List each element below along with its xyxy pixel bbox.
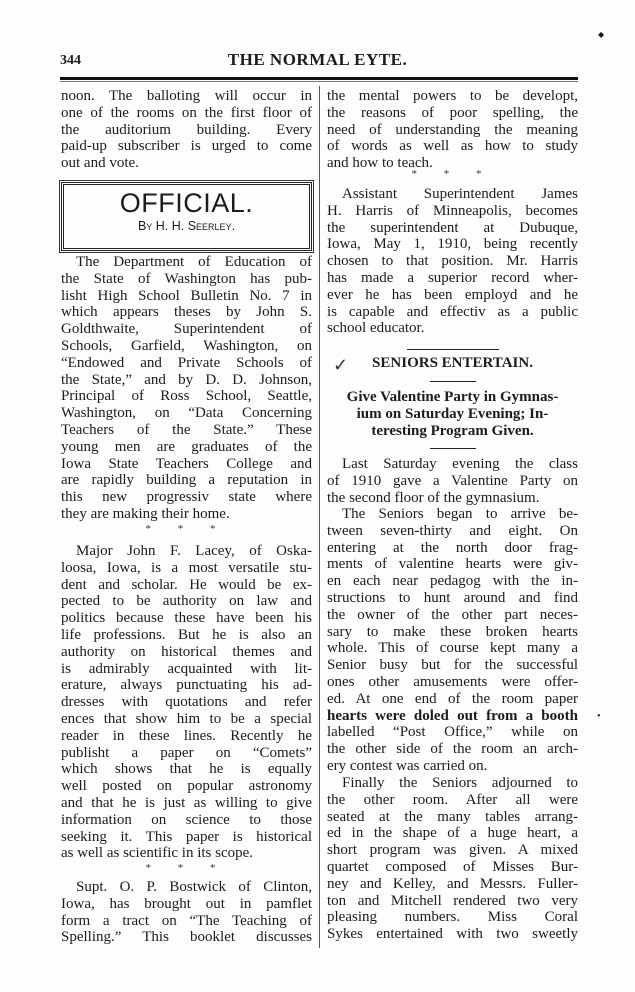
text-line: of words as well as how to study bbox=[327, 138, 578, 155]
text-line: ed in the shape of a huge heart, a bbox=[327, 825, 578, 842]
text-line: and that he is just as willing to give bbox=[61, 794, 312, 811]
text-line: loosa, Iowa, is a most versatile stu- bbox=[61, 559, 312, 576]
text-line: and how to teach. bbox=[327, 155, 433, 172]
text-line: ences that show him to be a special bbox=[61, 710, 312, 727]
right-para-0 bbox=[327, 88, 578, 172]
text-line: quartet composed of Misses Bur- bbox=[327, 858, 578, 875]
text-line: ton and Mitchell rendered two very bbox=[327, 892, 578, 909]
text-line: tween seven-thirty and eight. On bbox=[327, 522, 578, 539]
text-line: which shows that he is equally bbox=[61, 761, 312, 778]
text-line: information on science to those bbox=[61, 811, 312, 828]
text-line: which appears theses by John S. bbox=[61, 304, 312, 321]
text-line: the second floor of the gymnasium. bbox=[327, 489, 540, 506]
text-line: ed. At one end of the room paper bbox=[327, 690, 578, 707]
text-line: ments of valentine hearts were giv- bbox=[327, 556, 578, 573]
text-line: erature, always punctuating his ad- bbox=[61, 677, 312, 694]
text-line: has made a superior record wher- bbox=[327, 269, 578, 286]
text-line: well posted on popular astronomy bbox=[61, 778, 312, 795]
text-line: Schools, Garfield, Washington, on bbox=[61, 337, 312, 354]
text-line: of 1910 gave a Valentine Party on bbox=[327, 472, 578, 489]
text-line: seeking it. This paper is historical bbox=[61, 828, 312, 845]
text-line: “Endowed and Private Schools of bbox=[61, 354, 312, 371]
text-line: the other room. After all were bbox=[327, 791, 578, 808]
section-separator: * * * bbox=[411, 168, 494, 180]
text-line: lisht High School Bulletin No. 7 in bbox=[61, 287, 312, 304]
print-speck: • bbox=[597, 711, 601, 722]
text-line: The Seniors began to arrive be- bbox=[342, 506, 578, 522]
article-para-1 bbox=[327, 506, 578, 775]
text-line: the owner of the other part neces- bbox=[327, 606, 578, 623]
text-line: Senior busy but for the successful bbox=[327, 657, 578, 674]
column-divider bbox=[319, 86, 320, 948]
text-line: Supt. O. P. Bostwick of Clinton, bbox=[76, 879, 312, 895]
text-line: they are making their home. bbox=[61, 505, 230, 522]
text-line: politics because these have been his bbox=[61, 610, 312, 627]
official-box bbox=[61, 182, 312, 251]
left-para-2 bbox=[61, 543, 312, 862]
page-number: 344 bbox=[60, 53, 81, 68]
text-line: H. Harris of Minneapolis, becomes bbox=[327, 202, 578, 219]
text-line: one of the rooms on the first floor of bbox=[61, 104, 312, 121]
text-line: entering at the north door frag- bbox=[327, 539, 578, 556]
text-line: form a tract on “The Teaching of bbox=[61, 912, 312, 929]
text-line: the other side of the room an arch- bbox=[327, 741, 578, 758]
text-line: chosen to that position. Mr. Harris bbox=[327, 253, 578, 270]
text-line: need of understanding the meaning bbox=[327, 121, 578, 138]
article-rule bbox=[407, 349, 499, 350]
subheadline-rule bbox=[430, 448, 476, 449]
text-line: labelled “Post Office,” while on bbox=[327, 724, 578, 741]
text-line: young men are graduates of the bbox=[61, 438, 312, 455]
text-line: Major John F. Lacey, of Oska- bbox=[76, 543, 312, 559]
article-para-2 bbox=[327, 775, 578, 943]
subheadline-line: ium on Saturday Evening; In- bbox=[356, 405, 549, 422]
headline-rule bbox=[430, 381, 476, 382]
section-separator: * * * bbox=[145, 862, 228, 874]
text-line: The Department of Education of bbox=[76, 254, 312, 270]
text-line: pected to be authority on law and bbox=[61, 593, 312, 610]
text-line: Iowa State Teachers College and bbox=[61, 455, 312, 472]
text-line: as well as scientific in its scope. bbox=[61, 845, 254, 862]
text-line: Principal of Ross School, Seattle, bbox=[61, 388, 312, 405]
header-rule bbox=[60, 77, 578, 80]
text-line: Finally the Seniors adjourned to bbox=[342, 775, 578, 791]
text-line: pleasing numbers. Miss Coral bbox=[327, 909, 578, 926]
text-line: structions to hunt around and find bbox=[327, 589, 578, 606]
masthead-title: THE NORMAL EYTE. bbox=[227, 50, 408, 69]
text-line: ever he has been employd and he bbox=[327, 286, 578, 303]
text-line: Washington, on “Data Concerning bbox=[61, 405, 312, 422]
left-para-0 bbox=[61, 88, 312, 172]
check-mark-annotation: ✓ bbox=[333, 355, 349, 375]
section-separator: * * * bbox=[145, 523, 228, 535]
text-line: life professions. But he is also an bbox=[61, 626, 312, 643]
text-line: noon. The balloting will occur in bbox=[61, 88, 312, 104]
text-line: the mental powers to be developt, bbox=[327, 88, 578, 104]
official-title: OFFICIAL. bbox=[119, 188, 254, 218]
text-line: Goldthwaite, Superintendent of bbox=[61, 321, 312, 338]
text-line: school educator. bbox=[327, 320, 425, 337]
text-line: Iowa, May 1, 1910, being recently bbox=[327, 236, 578, 253]
article-para-0 bbox=[327, 456, 578, 506]
text-line: reader in these lines. Recently he bbox=[61, 727, 312, 744]
article-headline: SENIORS ENTERTAIN. bbox=[372, 355, 533, 371]
text-line: hearts were doled out from a booth bbox=[327, 707, 578, 724]
header-rule-thin bbox=[60, 81, 578, 82]
text-line: this new progressiv state where bbox=[61, 489, 312, 506]
text-line: the auditorium building. Every bbox=[61, 121, 312, 138]
subheadline-line: teresting Program Given. bbox=[371, 422, 534, 439]
text-line: Last Saturday evening the class bbox=[342, 456, 578, 472]
text-line: Assistant Superintendent James bbox=[342, 186, 578, 202]
text-line: the superintendent at Dubuque, bbox=[327, 219, 578, 236]
official-byline: By H. H. Seerley. bbox=[137, 219, 236, 233]
text-line: dresses with quotations and refer bbox=[61, 694, 312, 711]
text-line: ney and Kelley, and Messrs. Fuller- bbox=[327, 875, 578, 892]
text-line: seated at the many tables arrang- bbox=[327, 808, 578, 825]
text-line: the reasons of poor spelling, the bbox=[327, 104, 578, 121]
text-line: the State,” and by D. D. Johnson, bbox=[61, 371, 312, 388]
text-line: publisht a paper on “Comets” bbox=[61, 744, 312, 761]
text-line: dent and scholar. He would be ex- bbox=[61, 576, 312, 593]
text-line: the State of Washington has pub- bbox=[61, 270, 312, 287]
text-line: whole. This of course kept many a bbox=[327, 640, 578, 657]
text-line: Spelling.” This booklet discusses bbox=[61, 929, 312, 946]
text-line: paid-up subscriber is urged to come bbox=[61, 138, 312, 155]
text-line: sary to make these broken hearts bbox=[327, 623, 578, 640]
print-speck: ◆ bbox=[598, 30, 605, 39]
left-para-1 bbox=[61, 254, 312, 523]
text-line: are rapidly building a reputation in bbox=[61, 472, 312, 489]
left-para-3 bbox=[61, 879, 312, 946]
text-line: out and vote. bbox=[61, 155, 139, 172]
text-line: Iowa, has brought out in pamflet bbox=[61, 895, 312, 912]
text-line: en each near pedagog with the in- bbox=[327, 573, 578, 590]
text-line: authority on historical themes and bbox=[61, 643, 312, 660]
text-line: ones other amusements were offer- bbox=[327, 673, 578, 690]
subheadline-line: Give Valentine Party in Gymnas- bbox=[346, 389, 559, 405]
text-line: is admirably acquainted with lit- bbox=[61, 660, 312, 677]
text-line: ery contest was carried on. bbox=[327, 757, 488, 774]
text-line: Sykes entertained with two sweetly bbox=[327, 926, 578, 943]
text-line: Teachers of the State.” These bbox=[61, 421, 312, 438]
text-line: short program was given. A mixed bbox=[327, 842, 578, 859]
text-line: is capable and effectiv as a public bbox=[327, 303, 578, 320]
article-subheadline bbox=[327, 389, 578, 439]
right-para-1 bbox=[327, 186, 578, 337]
